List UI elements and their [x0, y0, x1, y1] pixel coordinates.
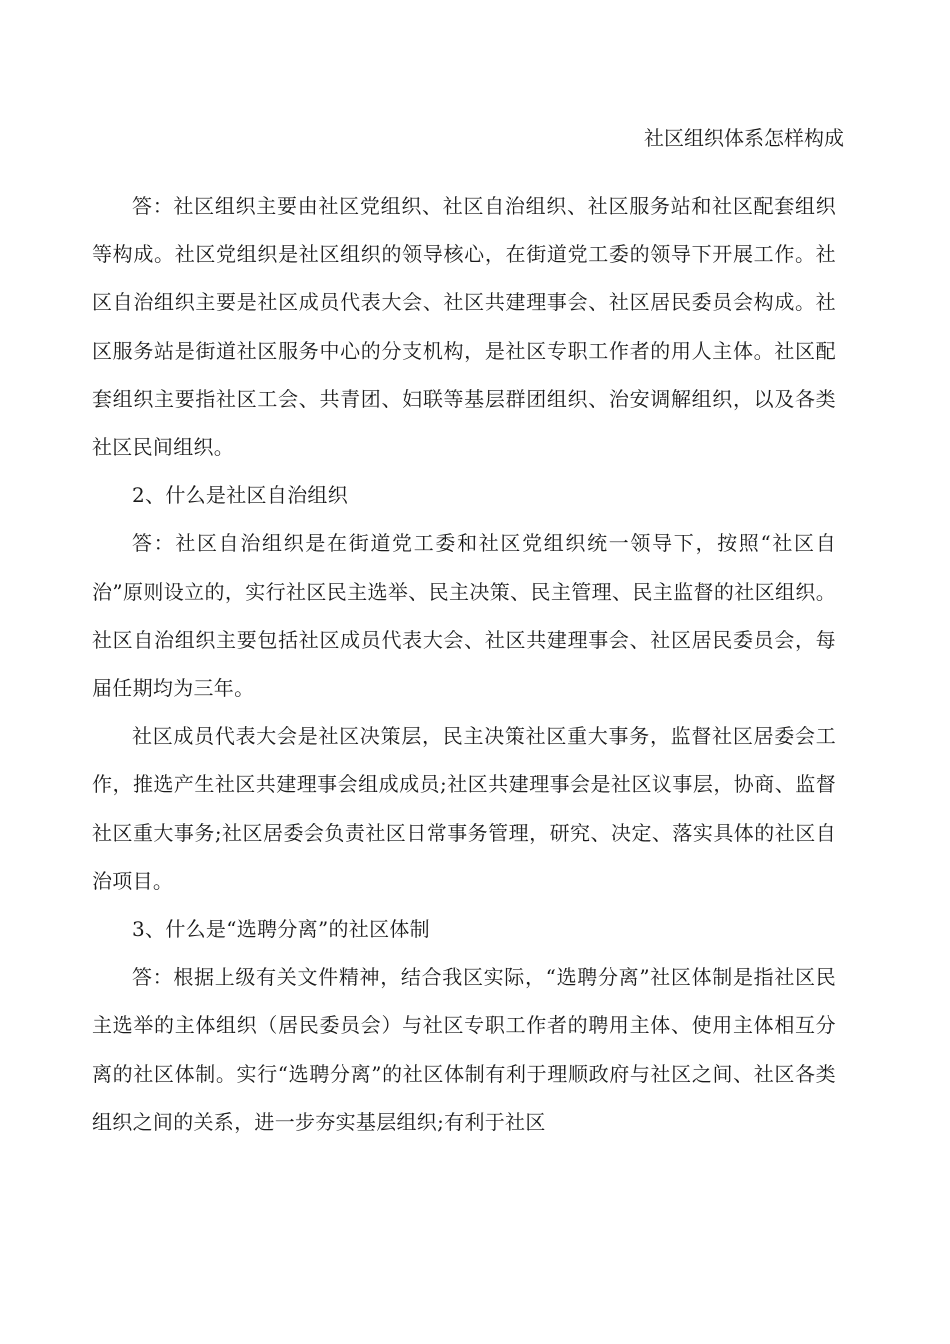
paragraph-autonomy-layers: 社区成员代表大会是社区决策层，民主决策社区重大事务，监督社区居委会工作，推选产生社区共建理事会组成成员;社区共建理事会是社区议事层，协商、监督社区重大事务;社区居委会负责社区日常事务管理，研究、决定、落实具体的社区自治项目。 — [92, 724, 836, 893]
paragraph-composition-answer: 答：社区组织主要由社区党组织、社区自治组织、社区服务站和社区配套组织等构成。社区党组织是社区组织的领导核心，在街道党工委的领导下开展工作。社区自治组织主要是社区成员代表大会、社区共建理事会、社区居民委员会构成。社区服务站是街道社区服务中心的分支机构，是社区专职工作者的用人主体。社区配套组织主要指社区工会、共青团、妇联等基层群团组织、治安调解组织，以及各类社区民间组织。 — [92, 194, 836, 460]
paragraph-separation-answer: 答：根据上级有关文件精神，结合我区实际，“选聘分离”社区体制是指社区民主选举的主体组织（居民委员会）与社区专职工作者的聘用主体、使用主体相互分离的社区体制。实行“选聘分离”的社区体制有利于理顺政府与社区之间、社区各类组织之间的关系，进一步夯实基层组织;有利于社区 — [92, 965, 836, 1134]
document-title: 社区组织体系怎样构成 — [644, 126, 844, 150]
paragraph-autonomy-answer: 答：社区自治组织是在街道党工委和社区党组织统一领导下，按照“社区自治”原则设立的，实行社区民主选举、民主决策、民主管理、民主监督的社区组织。社区自治组织主要包括社区成员代表大会、社区共建理事会、社区居民委员会，每届任期均为三年。 — [92, 531, 836, 701]
question-heading-2: 2、什么是社区自治组织 — [132, 483, 349, 508]
question-heading-3: 3、什么是“选聘分离”的社区体制 — [132, 917, 430, 942]
document-body — [92, 182, 836, 1146]
